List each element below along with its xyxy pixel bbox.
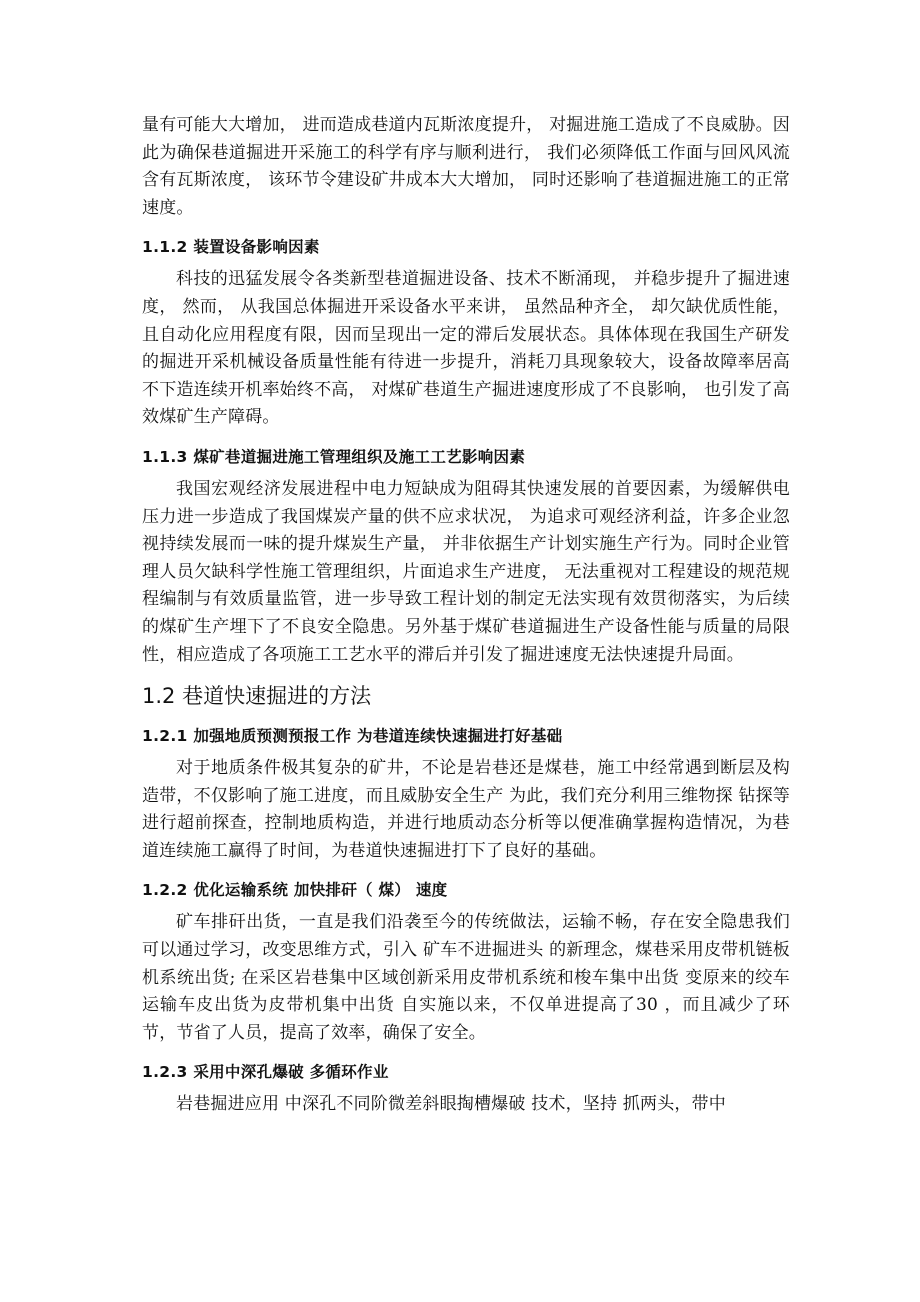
paragraph-transport-system: 矿车排矸出货，一直是我们沿袭至今的传统做法，运输不畅，存在安全隐患我们可以通过学习，改变思维方式，引入 矿车不进掘进头 的新理念，煤巷采用皮带机链板机系统出货; 在采区岩巷集中区域创新采用皮带机系统和梭车集中出货 变原来的绞车运输车皮出货为皮带机集中出货 自实施以来，不仅单进提高了30 ，而且减少了环节，节省了人员，提高了效率，确保了安全。 bbox=[142, 912, 790, 1043]
heading-1-2-2: 1.2.2 优化运输系统 加快排矸（ 煤） 速度 bbox=[142, 881, 448, 900]
paragraph-geological-forecast: 对于地质条件极其复杂的矿井，不论是岩巷还是煤巷，施工中经常遇到断层及构造带，不仅影响了施工进度，而且威胁安全生产 为此，我们充分利用三维物探 钻探等进行超前探查，控制地质构造，并进行地质动态分析等以便准确掌握构造情况，为巷道连续施工赢得了时间，为巷道快速掘进打下了良好的基础。 bbox=[142, 758, 790, 861]
paragraph-gas-concentration: 量有可能大大增加， 进而造成巷道内瓦斯浓度提升， 对掘进施工造成了不良威胁。因此为确保巷道掘进开采施工的科学有序与顺利进行， 我们必须降低工作面与回风风流含有瓦斯浓度， 该环节令建设矿井成本大大增加， 同时还影响了巷道掘进施工的正常速度。 bbox=[142, 115, 790, 218]
heading-1-1-2: 1.1.2 装置设备影响因素 bbox=[142, 238, 320, 257]
paragraph-deep-hole-blasting: 岩巷掘进应用 中深孔不同阶微差斜眼掏槽爆破 技术，坚持 抓两头，带中 bbox=[176, 1094, 727, 1115]
heading-1-2-1: 1.2.1 加强地质预测预报工作 为巷道连续快速掘进打好基础 bbox=[142, 727, 563, 746]
heading-1-2-3: 1.2.3 采用中深孔爆破 多循环作业 bbox=[142, 1063, 389, 1082]
paragraph-equipment-factors: 科技的迅猛发展令各类新型巷道掘进设备、技术不断涌现， 并稳步提升了掘进速度， 然而， 从我国总体掘进开采设备水平来讲， 虽然品种齐全， 却欠缺优质性能， 且自动化应用程度有限，因而呈现出一定的滞后发展状态。具体体现在我国生产研发的掘进开采机械设备质量性能有待进一步提升，消耗刀具现象较大，设备故障率居高不下造连续开机率始终不高， 对煤矿巷道生产掘进速度形成了不良影响， 也引发了高效煤矿生产障碍。 bbox=[142, 269, 790, 428]
document-body bbox=[142, 112, 790, 1119]
heading-1-1-3: 1.1.3 煤矿巷道掘进施工管理组织及施工工艺影响因素 bbox=[142, 447, 526, 466]
heading-1-2: 1.2 巷道快速掘进的方法 bbox=[142, 684, 372, 709]
paragraph-management-factors: 我国宏观经济发展进程中电力短缺成为阻碍其快速发展的首要因素，为缓解供电压力进一步造成了我国煤炭产量的供不应求状况， 为追求可观经济利益，许多企业忽视持续发展而一味的提升煤炭生产量， 并非依据生产计划实施生产行为。同时企业管理人员欠缺科学性施工管理组织，片面追求生产进度， 无法重视对工程建设的规范规程编制与有效质量监管，进一步导致工程计划的制定无法实现有效贯彻落实，为后续的煤矿生产埋下了不良安全隐患。另外基于煤矿巷道掘进生产设备性能与质量的局限性，相应造成了各项施工工艺水平的滞后并引发了掘进速度无法快速提升局面。 bbox=[142, 478, 790, 665]
